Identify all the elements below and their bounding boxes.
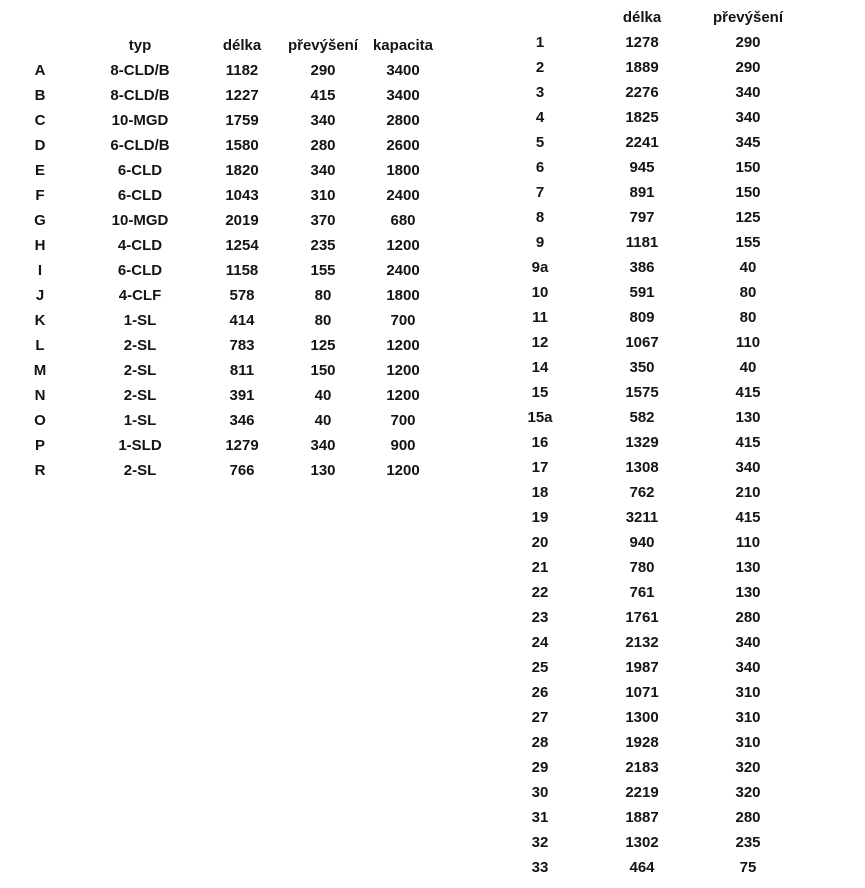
row-label: 14 [531, 359, 549, 376]
cell-prevyseni: 130 [735, 559, 761, 576]
cell-typ: 2-SL [123, 462, 157, 479]
row-label: A [34, 62, 46, 79]
row-label: 17 [531, 459, 549, 476]
cell-delka: 1067 [625, 334, 659, 351]
row-label: 20 [531, 534, 549, 551]
cell-delka: 3211 [625, 509, 659, 526]
cell-delka: 2276 [625, 84, 659, 101]
table-row [500, 30, 792, 55]
cell-prevyseni: 345 [735, 134, 761, 151]
cell-delka: 386 [629, 259, 655, 276]
column-header-kapacita: kapacita [372, 37, 434, 54]
cell-delka: 350 [629, 359, 655, 376]
cell-prevyseni: 340 [310, 162, 336, 179]
table-row [0, 333, 444, 358]
cell-prevyseni: 340 [310, 112, 336, 129]
row-label: 32 [531, 834, 549, 851]
cell-typ: 4-CLD [117, 237, 163, 254]
table-row [500, 380, 792, 405]
cell-prevyseni: 340 [310, 437, 336, 454]
column-header-typ: typ [128, 37, 152, 54]
table-row [500, 680, 792, 705]
cell-prevyseni: 280 [735, 809, 761, 826]
cell-delka: 1043 [225, 187, 259, 204]
cell-delka: 591 [629, 284, 655, 301]
cell-prevyseni: 370 [310, 212, 336, 229]
table-row [500, 755, 792, 780]
table-row [500, 855, 792, 880]
cell-delka: 780 [629, 559, 655, 576]
cell-typ: 2-SL [123, 362, 157, 379]
cell-delka: 1761 [625, 609, 659, 626]
table-row [500, 105, 792, 130]
row-label: 31 [531, 809, 549, 826]
cell-prevyseni: 110 [735, 334, 761, 351]
table-row [500, 80, 792, 105]
row-label: B [34, 87, 46, 104]
row-label: L [35, 337, 45, 354]
row-label: 19 [531, 509, 549, 526]
cell-kapacita: 680 [390, 212, 416, 229]
cell-prevyseni: 310 [310, 187, 336, 204]
table-row [500, 180, 792, 205]
cell-delka: 391 [229, 387, 255, 404]
cell-prevyseni: 320 [735, 784, 761, 801]
cell-prevyseni: 415 [310, 87, 336, 104]
cell-prevyseni: 110 [735, 534, 761, 551]
table-row [500, 455, 792, 480]
cell-kapacita: 1200 [386, 337, 420, 354]
table-row [500, 330, 792, 355]
cell-delka: 1987 [625, 659, 659, 676]
cell-prevyseni: 130 [735, 584, 761, 601]
table-row [0, 83, 444, 108]
cell-prevyseni: 210 [735, 484, 761, 501]
cell-delka: 1887 [625, 809, 659, 826]
cell-typ: 2-SL [123, 387, 157, 404]
cell-prevyseni: 80 [739, 309, 757, 326]
cell-prevyseni: 340 [735, 109, 761, 126]
cell-delka: 811 [229, 362, 255, 379]
cell-prevyseni: 310 [735, 709, 761, 726]
cell-prevyseni: 415 [735, 384, 761, 401]
row-label: 2 [535, 59, 545, 76]
row-label: 15a [527, 409, 553, 426]
cell-delka: 346 [229, 412, 255, 429]
cell-prevyseni: 40 [739, 359, 757, 376]
table-row [0, 183, 444, 208]
row-label: E [34, 162, 45, 179]
cell-prevyseni: 155 [735, 234, 761, 251]
row-label: O [34, 412, 46, 429]
row-label: 27 [531, 709, 549, 726]
row-label: G [34, 212, 46, 229]
table-row [0, 383, 444, 408]
cell-typ: 6-CLD [117, 162, 163, 179]
cell-prevyseni: 40 [739, 259, 757, 276]
cell-delka: 1181 [625, 234, 659, 251]
table-row [500, 555, 792, 580]
row-label: N [34, 387, 46, 404]
cell-kapacita: 2400 [386, 187, 420, 204]
sections-table [0, 33, 444, 483]
table-row [500, 830, 792, 855]
table-row [500, 705, 792, 730]
cell-prevyseni: 130 [310, 462, 336, 479]
table-row [0, 108, 444, 133]
cell-prevyseni: 155 [310, 262, 336, 279]
cell-typ: 6-CLD [117, 262, 163, 279]
cell-delka: 1254 [225, 237, 259, 254]
row-label: 26 [531, 684, 549, 701]
cell-delka: 762 [629, 484, 655, 501]
table-row [0, 58, 444, 83]
cell-kapacita: 1200 [386, 462, 420, 479]
cell-typ: 6-CLD [117, 187, 163, 204]
cell-kapacita: 2400 [386, 262, 420, 279]
table-row [0, 458, 444, 483]
cell-delka: 1071 [625, 684, 659, 701]
cell-prevyseni: 80 [739, 284, 757, 301]
cell-prevyseni: 40 [314, 412, 332, 429]
cell-prevyseni: 340 [735, 84, 761, 101]
table-row [500, 805, 792, 830]
cell-prevyseni: 125 [310, 337, 336, 354]
table-row [500, 630, 792, 655]
table-row [0, 258, 444, 283]
cell-kapacita: 1200 [386, 237, 420, 254]
cell-delka: 797 [629, 209, 655, 226]
cell-prevyseni: 235 [310, 237, 336, 254]
row-label: 10 [531, 284, 549, 301]
row-label: 18 [531, 484, 549, 501]
cell-kapacita: 3400 [386, 62, 420, 79]
row-label: 23 [531, 609, 549, 626]
row-label: 16 [531, 434, 549, 451]
cell-delka: 464 [629, 859, 655, 876]
cell-prevyseni: 340 [735, 659, 761, 676]
table-row [0, 133, 444, 158]
cell-delka: 1182 [225, 62, 259, 79]
table-row [500, 355, 792, 380]
cell-prevyseni: 75 [739, 859, 757, 876]
cell-delka: 1227 [225, 87, 259, 104]
cell-delka: 1279 [225, 437, 259, 454]
row-label: 33 [531, 859, 549, 876]
table-row [500, 530, 792, 555]
cell-delka: 2241 [625, 134, 659, 151]
cell-delka: 2183 [625, 759, 659, 776]
cell-delka: 1308 [625, 459, 659, 476]
sections-table-header-row [0, 33, 444, 58]
column-header-prevyseni: převýšení [287, 37, 359, 54]
table-row [0, 158, 444, 183]
row-label: M [33, 362, 47, 379]
cell-typ: 4-CLF [118, 287, 162, 304]
table-row [0, 408, 444, 433]
cell-delka: 2132 [625, 634, 659, 651]
row-label: C [34, 112, 46, 129]
cell-delka: 2219 [625, 784, 659, 801]
row-label: 30 [531, 784, 549, 801]
cell-delka: 761 [629, 584, 655, 601]
column-header-delka: délka [222, 37, 262, 54]
cell-kapacita: 1800 [386, 162, 420, 179]
cell-prevyseni: 130 [735, 409, 761, 426]
cell-typ: 10-MGD [111, 212, 169, 229]
cell-delka: 1759 [225, 112, 259, 129]
row-label: 22 [531, 584, 549, 601]
cell-delka: 1278 [625, 34, 659, 51]
cell-prevyseni: 150 [310, 362, 336, 379]
cell-prevyseni: 290 [735, 59, 761, 76]
cell-delka: 1889 [625, 59, 659, 76]
cell-delka: 1329 [625, 434, 659, 451]
table-row [0, 433, 444, 458]
cell-prevyseni: 150 [735, 159, 761, 176]
row-label: 9 [535, 234, 545, 251]
cell-prevyseni: 80 [314, 287, 332, 304]
row-label: 12 [531, 334, 549, 351]
cell-kapacita: 700 [390, 412, 416, 429]
cell-delka: 414 [229, 312, 255, 329]
row-label: P [34, 437, 45, 454]
cell-prevyseni: 40 [314, 387, 332, 404]
table-row [500, 430, 792, 455]
cell-prevyseni: 290 [735, 34, 761, 51]
table-row [0, 208, 444, 233]
row-label: 7 [535, 184, 545, 201]
row-label: 24 [531, 634, 549, 651]
cell-typ: 8-CLD/B [110, 62, 170, 79]
cell-prevyseni: 80 [314, 312, 332, 329]
row-label: 8 [535, 209, 545, 226]
header-spacer [500, 5, 580, 30]
cell-kapacita: 1800 [386, 287, 420, 304]
cell-prevyseni: 280 [310, 137, 336, 154]
table-row [500, 480, 792, 505]
cell-delka: 1928 [625, 734, 659, 751]
row-label: 6 [535, 159, 545, 176]
cell-prevyseni: 415 [735, 509, 761, 526]
cell-delka: 945 [629, 159, 655, 176]
cell-prevyseni: 340 [735, 634, 761, 651]
table-row [500, 130, 792, 155]
table-row [500, 230, 792, 255]
table-row [500, 580, 792, 605]
cell-typ: 6-CLD/B [110, 137, 170, 154]
table-row [500, 305, 792, 330]
row-label: 11 [532, 309, 548, 326]
cell-delka: 766 [229, 462, 255, 479]
cell-prevyseni: 150 [735, 184, 761, 201]
row-label: 9a [531, 259, 549, 276]
table-row [500, 280, 792, 305]
table-row [500, 405, 792, 430]
column-header-delka: délka [622, 9, 662, 26]
cell-delka: 1825 [625, 109, 659, 126]
cell-delka: 940 [629, 534, 655, 551]
cell-typ: 10-MGD [111, 112, 169, 129]
cell-delka: 1300 [625, 709, 659, 726]
table-row [500, 55, 792, 80]
row-label: K [34, 312, 46, 329]
cell-prevyseni: 340 [735, 459, 761, 476]
row-label: 29 [531, 759, 549, 776]
row-label: 5 [535, 134, 545, 151]
cell-prevyseni: 280 [735, 609, 761, 626]
cell-kapacita: 2600 [386, 137, 420, 154]
table-row [500, 730, 792, 755]
cell-kapacita: 700 [390, 312, 416, 329]
column-header-prevyseni: převýšení [712, 9, 784, 26]
row-label: D [34, 137, 46, 154]
cell-prevyseni: 415 [735, 434, 761, 451]
row-label: R [34, 462, 46, 479]
cell-prevyseni: 235 [735, 834, 761, 851]
segments-table-header-row [500, 5, 792, 30]
cell-delka: 1158 [225, 262, 259, 279]
table-row [0, 308, 444, 333]
cell-prevyseni: 310 [735, 734, 761, 751]
cell-delka: 1580 [225, 137, 259, 154]
table-row [500, 255, 792, 280]
row-label: J [35, 287, 45, 304]
cell-delka: 2019 [225, 212, 259, 229]
cell-delka: 1302 [625, 834, 659, 851]
cell-delka: 809 [629, 309, 655, 326]
cell-kapacita: 1200 [386, 387, 420, 404]
cell-typ: 1-SL [123, 412, 157, 429]
cell-delka: 582 [629, 409, 655, 426]
sections-table-body [0, 58, 444, 483]
row-label: 4 [535, 109, 545, 126]
row-label: 3 [535, 84, 545, 101]
cell-delka: 891 [629, 184, 655, 201]
cell-typ: 2-SL [123, 337, 157, 354]
cell-delka: 578 [229, 287, 255, 304]
table-row [0, 233, 444, 258]
cell-kapacita: 2800 [386, 112, 420, 129]
cell-kapacita: 3400 [386, 87, 420, 104]
row-label: 15 [531, 384, 549, 401]
cell-prevyseni: 320 [735, 759, 761, 776]
cell-prevyseni: 310 [735, 684, 761, 701]
row-label: 21 [531, 559, 549, 576]
row-label: 1 [535, 34, 545, 51]
row-label: 28 [531, 734, 549, 751]
segments-table [500, 5, 792, 880]
table-row [500, 655, 792, 680]
table-row [500, 155, 792, 180]
segments-table-body [500, 30, 792, 880]
cell-kapacita: 900 [390, 437, 416, 454]
row-label: H [34, 237, 46, 254]
table-row [500, 505, 792, 530]
table-row [0, 358, 444, 383]
row-label: F [35, 187, 45, 204]
table-row [500, 780, 792, 805]
cell-delka: 1575 [625, 384, 659, 401]
cell-typ: 8-CLD/B [110, 87, 170, 104]
cell-delka: 783 [229, 337, 255, 354]
table-row [500, 605, 792, 630]
cell-prevyseni: 290 [310, 62, 336, 79]
cell-typ: 1-SLD [118, 437, 162, 454]
row-label: 25 [531, 659, 549, 676]
cell-prevyseni: 125 [735, 209, 761, 226]
row-label: I [37, 262, 43, 279]
table-row [0, 283, 444, 308]
table-row [500, 205, 792, 230]
cell-delka: 1820 [225, 162, 259, 179]
cell-typ: 1-SL [123, 312, 157, 329]
cell-kapacita: 1200 [386, 362, 420, 379]
header-spacer [0, 33, 80, 58]
